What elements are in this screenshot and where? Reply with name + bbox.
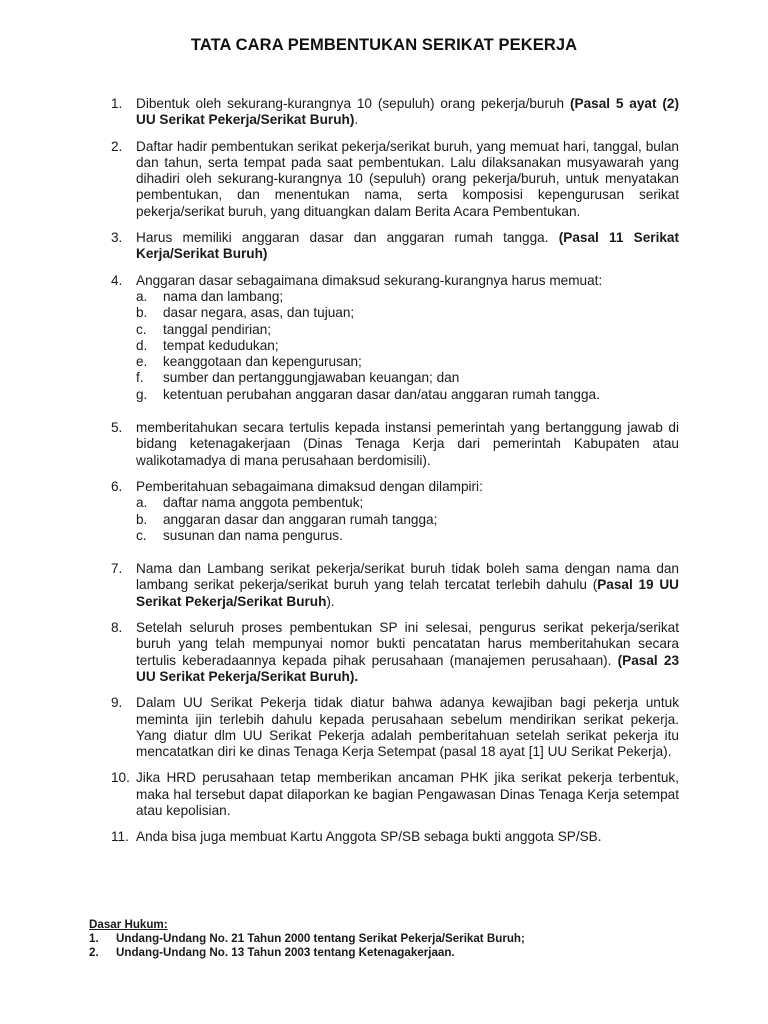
item-text: Dalam UU Serikat Pekerja tidak diatur bahwa adanya kewajiban bagi pekerja untuk meminta ijin terlebih dahulu kepada perusahaan sebelum mendirikan serikat pekerja. Yang diatur dlm UU Serikat Pekerja adalah pemberitahuan setelah serikat pekerja itu mencatatkan diri ke dinas Tenaga Kerja Setempat (pasal 18 ayat [1] UU Serikat Pekerja). — [136, 695, 679, 760]
list-item — [111, 420, 679, 469]
sub-letter: b. — [136, 305, 148, 321]
legal-basis-item — [89, 946, 709, 960]
sub-letter: g. — [136, 386, 148, 402]
item-text-tail: ). — [326, 593, 335, 609]
sub-letter: a. — [136, 495, 148, 511]
list-item — [111, 561, 679, 610]
sub-text: daftar nama anggota pembentuk; — [163, 495, 364, 511]
item-text: Harus memiliki anggaran dasar dan anggaran rumah tangga. — [136, 230, 559, 246]
sub-text: tanggal pendirian; — [163, 321, 272, 337]
list-item — [111, 770, 679, 819]
sub-letter: c. — [136, 527, 147, 543]
sub-item — [136, 370, 679, 386]
legal-number: 2. — [89, 946, 99, 959]
sub-letter: e. — [136, 354, 148, 370]
item-text: Anda bisa juga membuat Kartu Anggota SP/SB sebaga bukti anggota SP/SB. — [136, 829, 602, 845]
item-number: 8. — [111, 620, 123, 636]
sub-item — [136, 338, 679, 354]
item-number: 2. — [111, 138, 123, 154]
list-item — [111, 230, 679, 263]
sub-item — [136, 354, 679, 370]
sub-text: keanggotaan dan kepengurusan; — [163, 354, 362, 370]
legal-basis — [89, 918, 709, 960]
item-number: 3. — [111, 230, 123, 246]
item-text: Setelah seluruh proses pembentukan SP ini selesai, pengurus serikat pekerja/serikat buruh yang telah mempunyai nomor bukti pencatatan harus memberitahukan secara tertulis keberadaannya kepada pihak perusahaan (manajemen perusahaan). — [136, 620, 679, 668]
sub-list — [136, 495, 679, 544]
item-text: Pemberitahuan sebagaimana dimaksud dengan dilampiri: — [136, 478, 483, 494]
list-item — [111, 620, 679, 685]
sub-text: susunan dan nama pengurus. — [163, 527, 343, 543]
sub-text: dasar negara, asas, dan tujuan; — [163, 305, 355, 321]
item-number: 4. — [111, 272, 123, 288]
sub-item — [136, 387, 679, 403]
item-text-tail: . — [354, 112, 359, 128]
sub-item — [136, 495, 679, 511]
list-item — [111, 695, 679, 760]
item-text: Jika HRD perusahaan tetap memberikan ancaman PHK jika serikat pekerja terbentuk, maka hal tersebut dapat dilaporkan ke bagian Pengawasan Dinas Tenaga Kerja setempat atau kepolisian. — [136, 770, 679, 818]
sub-text: sumber dan pertanggungjawaban keuangan; dan — [163, 370, 460, 386]
procedure-list — [111, 96, 679, 856]
list-item — [111, 273, 679, 403]
item-number: 5. — [111, 420, 123, 436]
item-text: Dibentuk oleh sekurang-kurangnya 10 (sepuluh) orang pekerja/buruh — [136, 96, 570, 111]
item-text: Nama dan Lambang serikat pekerja/serikat buruh tidak boleh sama dengan nama dan lambang serikat pekerja/serikat buruh yang telah tercatat terlebih dahulu ( — [136, 561, 679, 593]
item-number: 6. — [111, 478, 123, 494]
legal-reference: (Pasal 23 UU Serikat Pekerja/Serikat Buruh). — [136, 652, 679, 684]
list-item — [111, 829, 679, 845]
sub-letter: c. — [136, 321, 147, 337]
item-number: 7. — [111, 561, 123, 577]
sub-item — [136, 512, 679, 528]
item-number: 10. — [111, 770, 130, 786]
sub-item — [136, 289, 679, 305]
legal-text: Undang-Undang No. 21 Tahun 2000 tentang Serikat Pekerja/Serikat Buruh; — [116, 932, 525, 945]
legal-number: 1. — [89, 932, 99, 945]
item-text: Anggaran dasar sebagaimana dimaksud sekurang-kurangnya harus memuat: — [136, 272, 603, 288]
sub-item — [136, 322, 679, 338]
item-text: Daftar hadir pembentukan serikat pekerja/serikat buruh, yang memuat hari, tanggal, bulan dan tahun, serta tempat pada saat pembentukan. Lalu dilaksanakan musyawarah yang dihadiri oleh sekurang-kurangnya 10 (sepuluh) orang pekerja/buruh, untuk menyatakan pembentukan, dan menentukan nama, serta komposisi kepengurusan serikat pekerja/serikat buruh, yang dituangkan dalam Berita Acara Pembentukan. — [136, 138, 679, 219]
sub-text: anggaran dasar dan anggaran rumah tangga; — [163, 511, 438, 527]
sub-text: tempat kedudukan; — [163, 337, 279, 353]
document-title: TATA CARA PEMBENTUKAN SERIKAT PEKERJA — [190, 36, 578, 54]
item-text: memberitahukan secara tertulis kepada instansi pemerintah yang bertanggung jawab di bidang ketenagakerjaan (Dinas Tenaga Kerja dari pemerintah Kabupaten atau walikotamadya di mana perusahaan berdomisili). — [136, 420, 679, 468]
legal-reference: (Pasal 11 Serikat Kerja/Serikat Buruh) — [136, 230, 679, 262]
item-number: 9. — [111, 695, 123, 711]
legal-reference: Pasal 19 UU Serikat Pekerja/Serikat Buruh — [136, 577, 679, 609]
legal-basis-item — [89, 932, 709, 946]
sub-item — [136, 305, 679, 321]
sub-letter: d. — [136, 337, 148, 353]
sub-item — [136, 528, 679, 544]
sub-letter: b. — [136, 511, 148, 527]
sub-list — [136, 289, 679, 403]
sub-letter: a. — [136, 288, 148, 304]
legal-text: Undang-Undang No. 13 Tahun 2003 tentang Ketenagakerjaan. — [116, 946, 455, 959]
list-item — [111, 139, 679, 220]
list-item — [111, 479, 679, 544]
sub-letter: f. — [136, 370, 144, 386]
legal-basis-heading: Dasar Hukum: — [89, 918, 168, 931]
item-number: 11. — [111, 829, 129, 845]
item-number: 1. — [111, 96, 123, 111]
legal-reference: (Pasal 5 ayat (2) UU Serikat Pekerja/Serikat Buruh) — [136, 96, 679, 128]
sub-text: nama dan lambang; — [163, 288, 284, 304]
list-item — [111, 96, 679, 129]
sub-text: ketentuan perubahan anggaran dasar dan/atau anggaran rumah tangga. — [163, 386, 600, 402]
